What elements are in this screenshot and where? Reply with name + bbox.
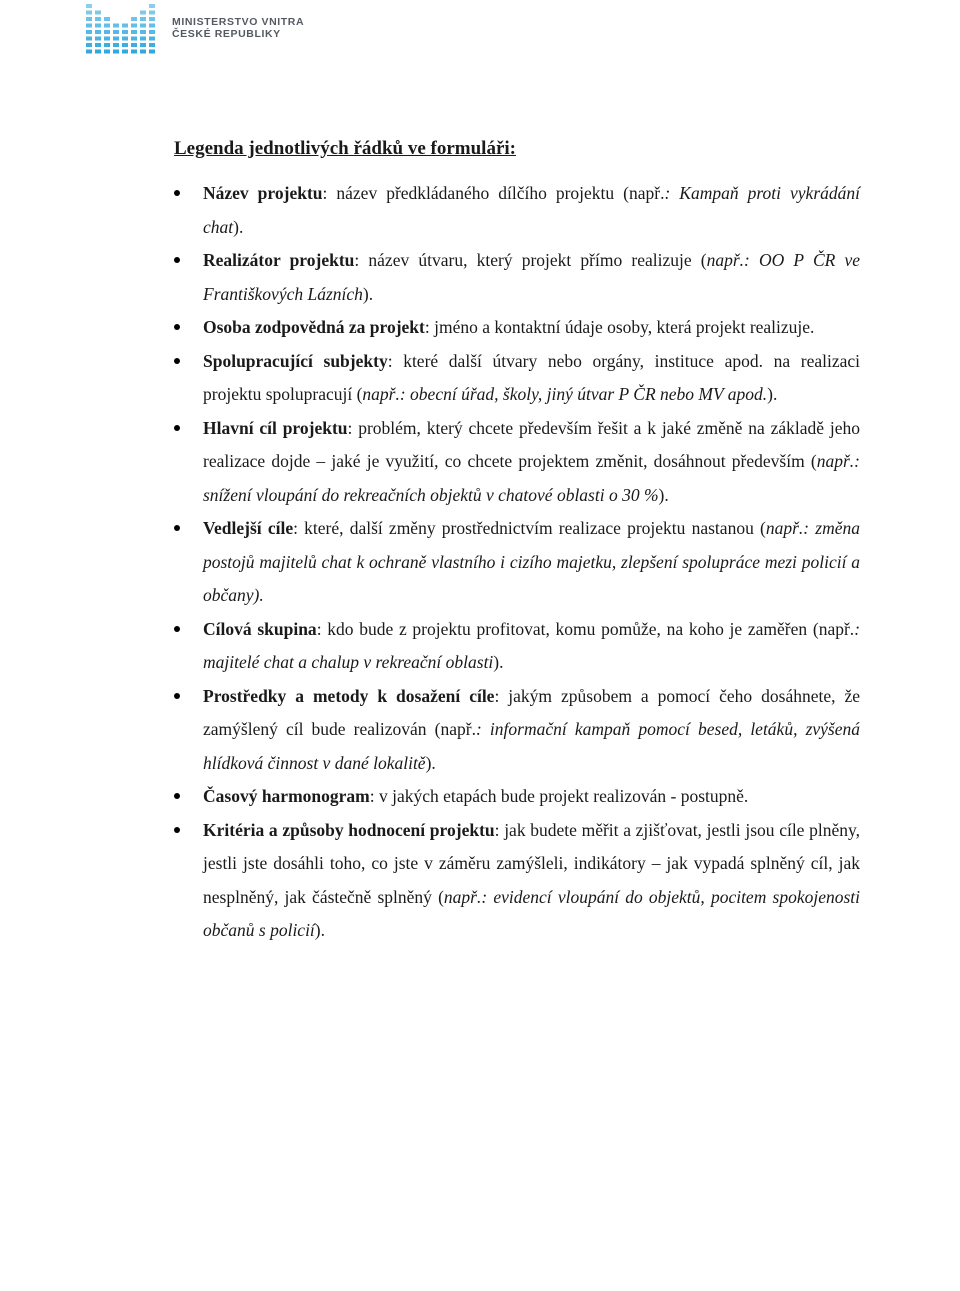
legend-term: Hlavní cíl projektu xyxy=(203,417,348,438)
legend-tail: ). xyxy=(658,484,669,505)
logo-line-1: MINISTERSTVO VNITRA xyxy=(172,16,305,28)
logo-line-2: ČESKÉ REPUBLIKY xyxy=(172,28,281,40)
legend-description: : problém, který chcete především řešit a k jaké změně na základě jeho realizace dojde – jaké je využití, co chcete projektem změnit, dosáhnout především ( xyxy=(203,417,860,471)
legend-term: Prostředky a metody k dosažení cíle xyxy=(203,685,495,706)
legend-item xyxy=(174,512,860,613)
legend-tail: ). xyxy=(253,585,264,605)
legend-term: Spolupracující subjekty xyxy=(203,350,388,371)
legend-example-label: např. xyxy=(818,618,855,639)
legend-tail: ). xyxy=(362,283,374,304)
legend-example: : majitelé chat a chalup v rekreační oblasti xyxy=(203,618,861,672)
ministry-logo-text xyxy=(172,16,304,40)
legend-description: : jméno a kontaktní údaje osoby, která projekt realizuje. xyxy=(424,317,815,337)
legend-example: : obecní úřad, školy, jiný útvar P ČR nebo MV apod. xyxy=(399,384,768,404)
legend-description: : v jakých etapách bude projekt realizován - postupně. xyxy=(369,786,749,806)
legend-tail: ). xyxy=(233,216,244,237)
legend-description: : název útvaru, který projekt přímo realizuje ( xyxy=(354,250,707,270)
legend-example-label: např. xyxy=(362,384,400,404)
legend-example-label: např. xyxy=(706,250,745,270)
ministry-logo-mark-icon xyxy=(84,2,158,56)
legend-example-label: např. xyxy=(443,886,482,907)
legend-term: Cílová skupina xyxy=(203,618,317,639)
legend-example-label: např. xyxy=(816,451,855,471)
legend-term: Časový harmonogram xyxy=(203,786,370,806)
legend-example: : informační kampaň pomocí besed, letáků, zvýšená hlídková činnost v dané lokalitě xyxy=(203,719,860,773)
legend-item xyxy=(174,680,860,781)
legend-tail: ). xyxy=(767,384,778,404)
legend-term: Kritéria a způsoby hodnocení projektu xyxy=(203,819,495,840)
legend-example-label: např. xyxy=(765,518,804,538)
legend-item xyxy=(174,311,860,345)
legend-item xyxy=(174,177,860,244)
legend-description: : název předkládaného dílčího projektu ( xyxy=(322,183,629,203)
legend-description: : kdo bude z projektu profitovat, komu pomůže, na koho je zaměřen ( xyxy=(316,618,819,639)
legend-description: : které, další změny prostřednictvím realizace projektu nastanou ( xyxy=(293,518,766,538)
legend-example: : OO P ČR ve Františkových Lázních xyxy=(203,250,861,304)
legend-example: : snížení vloupání do rekreačních objektů v chatové oblasti o 30 % xyxy=(203,451,860,505)
legend-term: Název projektu xyxy=(203,183,323,203)
legend-item xyxy=(174,244,860,311)
legend-example: : evidencí vloupání do objektů, pocitem spokojenosti občanů s policií xyxy=(203,886,860,940)
legend-title: Legenda jednotlivých řádků ve formuláři: xyxy=(174,138,516,159)
legend-item xyxy=(174,412,860,513)
legend-item xyxy=(174,780,860,814)
legend-example-label: např. xyxy=(440,719,476,739)
legend-tail: ). xyxy=(314,920,325,940)
legend-item xyxy=(174,345,860,412)
legend-description: : jakým způsobem a pomocí čeho dosáhnete, že zamýšlený cíl bude realizován ( xyxy=(203,685,860,739)
legend-tail: ). xyxy=(493,652,504,672)
legend-description: : které další útvary nebo orgány, instituce apod. na realizaci projektu spolupracují ( xyxy=(203,350,860,404)
legend-example-label: např. xyxy=(628,183,665,203)
legend-example: : změna postojů majitelů chat k ochraně vlastního i cizího majetku, zlepšení spolupráce mezi policií a občany xyxy=(203,518,860,605)
legend-item xyxy=(174,613,860,680)
legend-example: : Kampaň proti vykrádání chat xyxy=(203,183,860,237)
legend-tail: ). xyxy=(425,752,436,773)
legend-term: Vedlejší cíle xyxy=(203,518,294,538)
legend-description: : jak budete měřit a zjišťovat, jestli jsou cíle plněny, jestli jste dosáhli toho, co jste v záměru zamýšleli, indikátory – jak vypadá splněný cíl, jak nesplněný, jak částečně splněný ( xyxy=(203,819,861,907)
ministry-logo xyxy=(84,2,304,56)
legend-list xyxy=(174,177,860,948)
legend-term: Realizátor projektu xyxy=(203,250,355,270)
legend-item xyxy=(174,814,860,948)
legend-term: Osoba zodpovědná za projekt xyxy=(203,317,425,337)
